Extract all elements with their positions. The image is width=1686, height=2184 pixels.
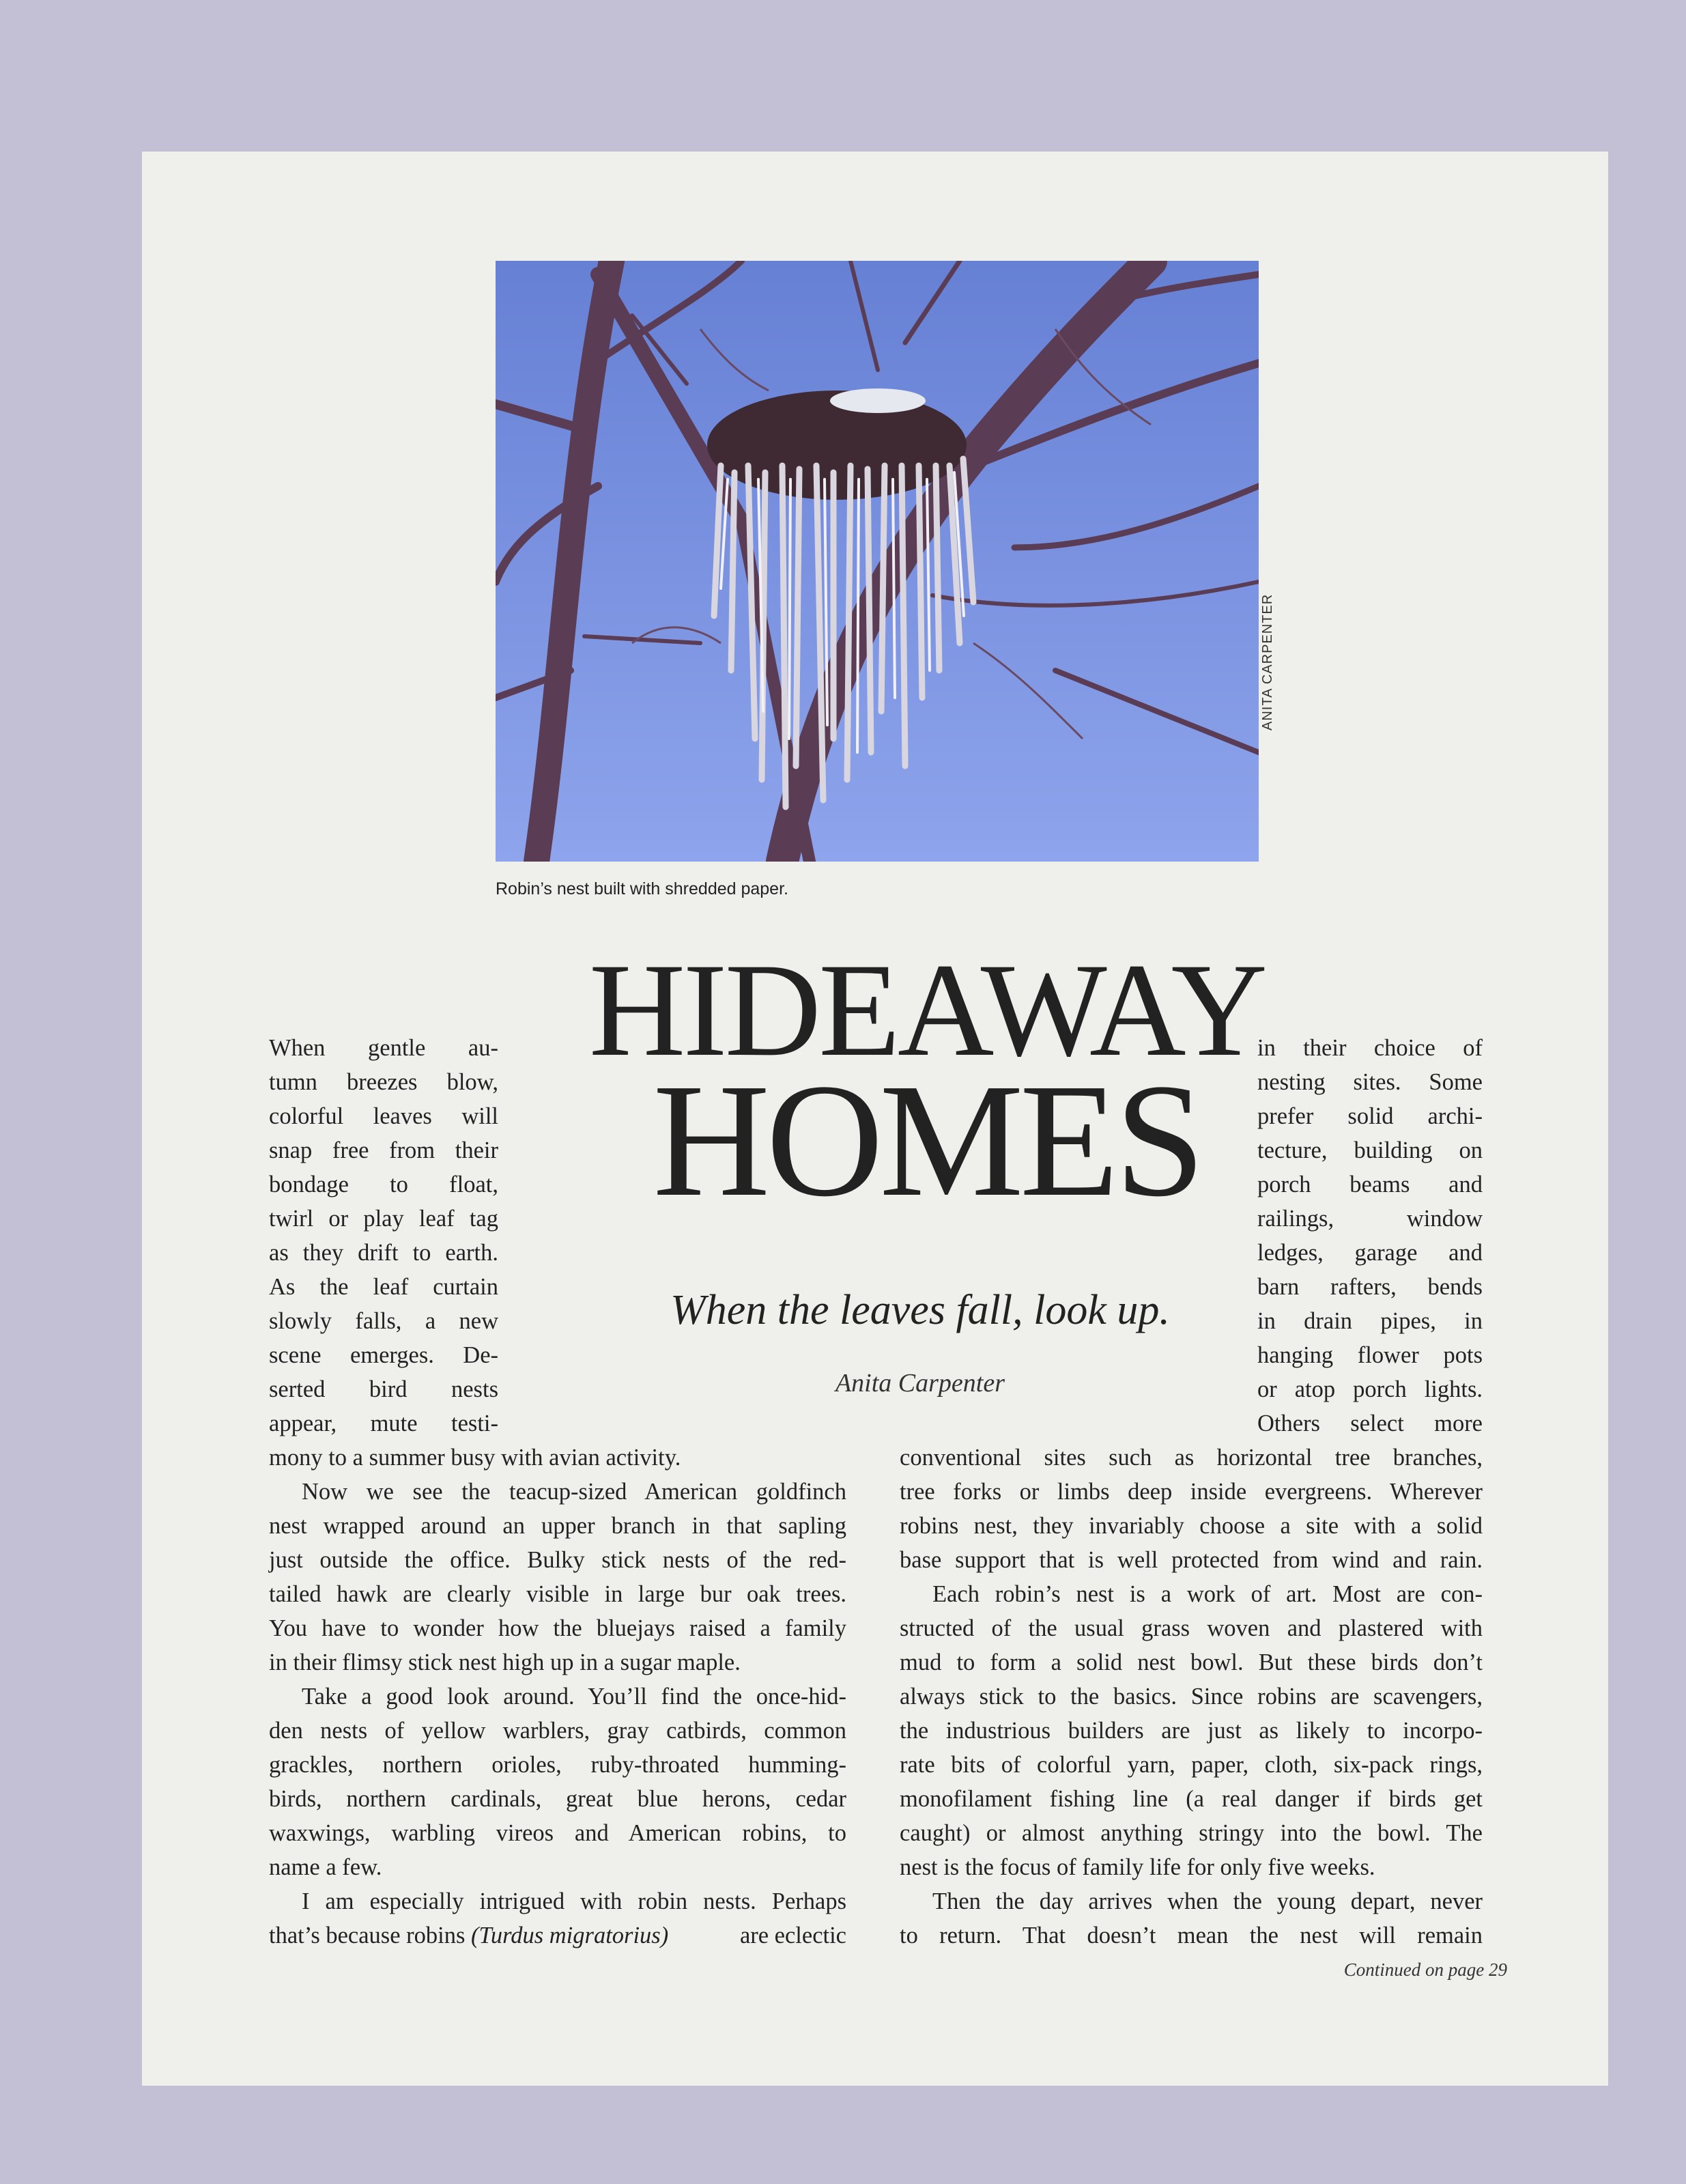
right-intro-line: nesting sites. Some: [1257, 1069, 1483, 1095]
right-column-line: the industrious builders are just as likely to incorpo-: [900, 1718, 1483, 1744]
left-column-line: I am especially intrigued with robin nests. Perhaps: [302, 1888, 846, 1914]
right-intro-line: in their choice of: [1257, 1035, 1483, 1061]
right-column-line: Each robin’s nest is a work of art. Most are con-: [932, 1581, 1483, 1607]
left-column-line: waxwings, warbling vireos and American robins, to: [269, 1820, 846, 1846]
magazine-page: [142, 152, 1608, 2086]
right-intro-line: or atop porch lights.: [1257, 1376, 1483, 1402]
left-intro-line: tumn breezes blow,: [269, 1069, 498, 1095]
right-column-line: caught) or almost anything stringy into the bowl. The: [900, 1820, 1483, 1846]
left-intro-line: twirl or play leaf tag: [269, 1206, 498, 1232]
right-column-line: tree forks or limbs deep inside evergreens. Wherever: [900, 1479, 1483, 1505]
left-column-text: are eclectic: [739, 1923, 846, 1948]
right-intro-line: tecture, building on: [1257, 1137, 1483, 1163]
right-column-line: monofilament fishing line (a real danger if birds get: [900, 1786, 1483, 1812]
left-column-line: grackles, northern orioles, ruby-throated humming-: [269, 1752, 846, 1778]
right-intro-line: hanging flower pots: [1257, 1342, 1483, 1368]
right-column-line: conventional sites such as horizontal tree branches,: [900, 1445, 1483, 1471]
nest-illustration: [496, 261, 1259, 862]
scientific-name: (Turdus migratorius): [471, 1923, 669, 1948]
left-column-line: birds, northern cardinals, great blue herons, cedar: [269, 1786, 846, 1812]
photo-credit: ANITA CARPENTER: [1260, 593, 1275, 731]
right-column-line: Then the day arrives when the young depart, never: [932, 1888, 1483, 1914]
left-intro-line: scene emerges. De-: [269, 1342, 498, 1368]
left-column-line: just outside the office. Bulky stick nests of the red-: [269, 1547, 846, 1573]
right-intro-line: railings, window: [1257, 1206, 1483, 1232]
right-column-line: always stick to the basics. Since robins are scavengers,: [900, 1684, 1483, 1710]
subtitle: When the leaves fall, look up.: [670, 1287, 1170, 1333]
title-line-2: HOMES: [653, 1051, 1201, 1230]
left-column-text: that’s because robins: [269, 1923, 472, 1948]
left-intro-line: as they drift to earth.: [269, 1240, 498, 1266]
left-intro-line: When gentle au-: [269, 1035, 498, 1061]
title-line-1: HIDEAWAY: [588, 936, 1266, 1084]
right-column-line: rate bits of colorful yarn, paper, cloth, six-pack rings,: [900, 1752, 1483, 1778]
right-intro-line: Others select more: [1257, 1410, 1483, 1436]
left-column-line: Take a good look around. You’ll find the once-hid-: [302, 1684, 846, 1710]
left-intro-line: serted bird nests: [269, 1376, 498, 1402]
left-column-line: den nests of yellow warblers, gray catbirds, common: [269, 1718, 846, 1744]
byline: Anita Carpenter: [835, 1369, 1005, 1398]
left-column-last-line: [269, 1918, 846, 1953]
left-column-line: tailed hawk are clearly visible in large bur oak trees.: [269, 1581, 846, 1607]
left-column-line: mony to a summer busy with avian activity.: [269, 1445, 681, 1471]
right-column-line: nest is the focus of family life for only five weeks.: [900, 1854, 1375, 1880]
right-intro-line: prefer solid archi-: [1257, 1103, 1483, 1129]
right-intro-line: ledges, garage and: [1257, 1240, 1483, 1266]
left-column-line: You have to wonder how the bluejays raised a family: [269, 1615, 846, 1641]
right-column-line: structed of the usual grass woven and plastered with: [900, 1615, 1483, 1641]
right-column-line: to return. That doesn’t mean the nest will remain: [900, 1923, 1483, 1948]
right-intro-line: in drain pipes, in: [1257, 1308, 1483, 1334]
left-intro-line: snap free from their: [269, 1137, 498, 1163]
left-column-line: name a few.: [269, 1854, 382, 1880]
right-column-line: base support that is well protected from wind and rain.: [900, 1547, 1483, 1573]
robin-nest-photo: [496, 261, 1259, 862]
right-column-line: robins nest, they invariably choose a site with a solid: [900, 1513, 1483, 1539]
right-intro-line: porch beams and: [1257, 1172, 1483, 1197]
right-intro-line: barn rafters, bends: [1257, 1274, 1483, 1300]
photo-caption: Robin’s nest built with shredded paper.: [496, 879, 788, 898]
left-intro-line: bondage to float,: [269, 1172, 498, 1197]
left-intro-line: slowly falls, a new: [269, 1308, 498, 1334]
left-column-line: in their flimsy stick nest high up in a sugar maple.: [269, 1649, 741, 1675]
left-column-line: Now we see the teacup-sized American goldfinch: [302, 1479, 846, 1505]
left-column-line: nest wrapped around an upper branch in that sapling: [269, 1513, 846, 1539]
left-intro-line: appear, mute testi-: [269, 1410, 498, 1436]
continued-note: Continued on page 29: [1343, 1959, 1507, 1980]
left-intro-line: colorful leaves will: [269, 1103, 498, 1129]
right-column-line: mud to form a solid nest bowl. But these birds don’t: [900, 1649, 1483, 1675]
left-intro-line: As the leaf curtain: [269, 1274, 498, 1300]
